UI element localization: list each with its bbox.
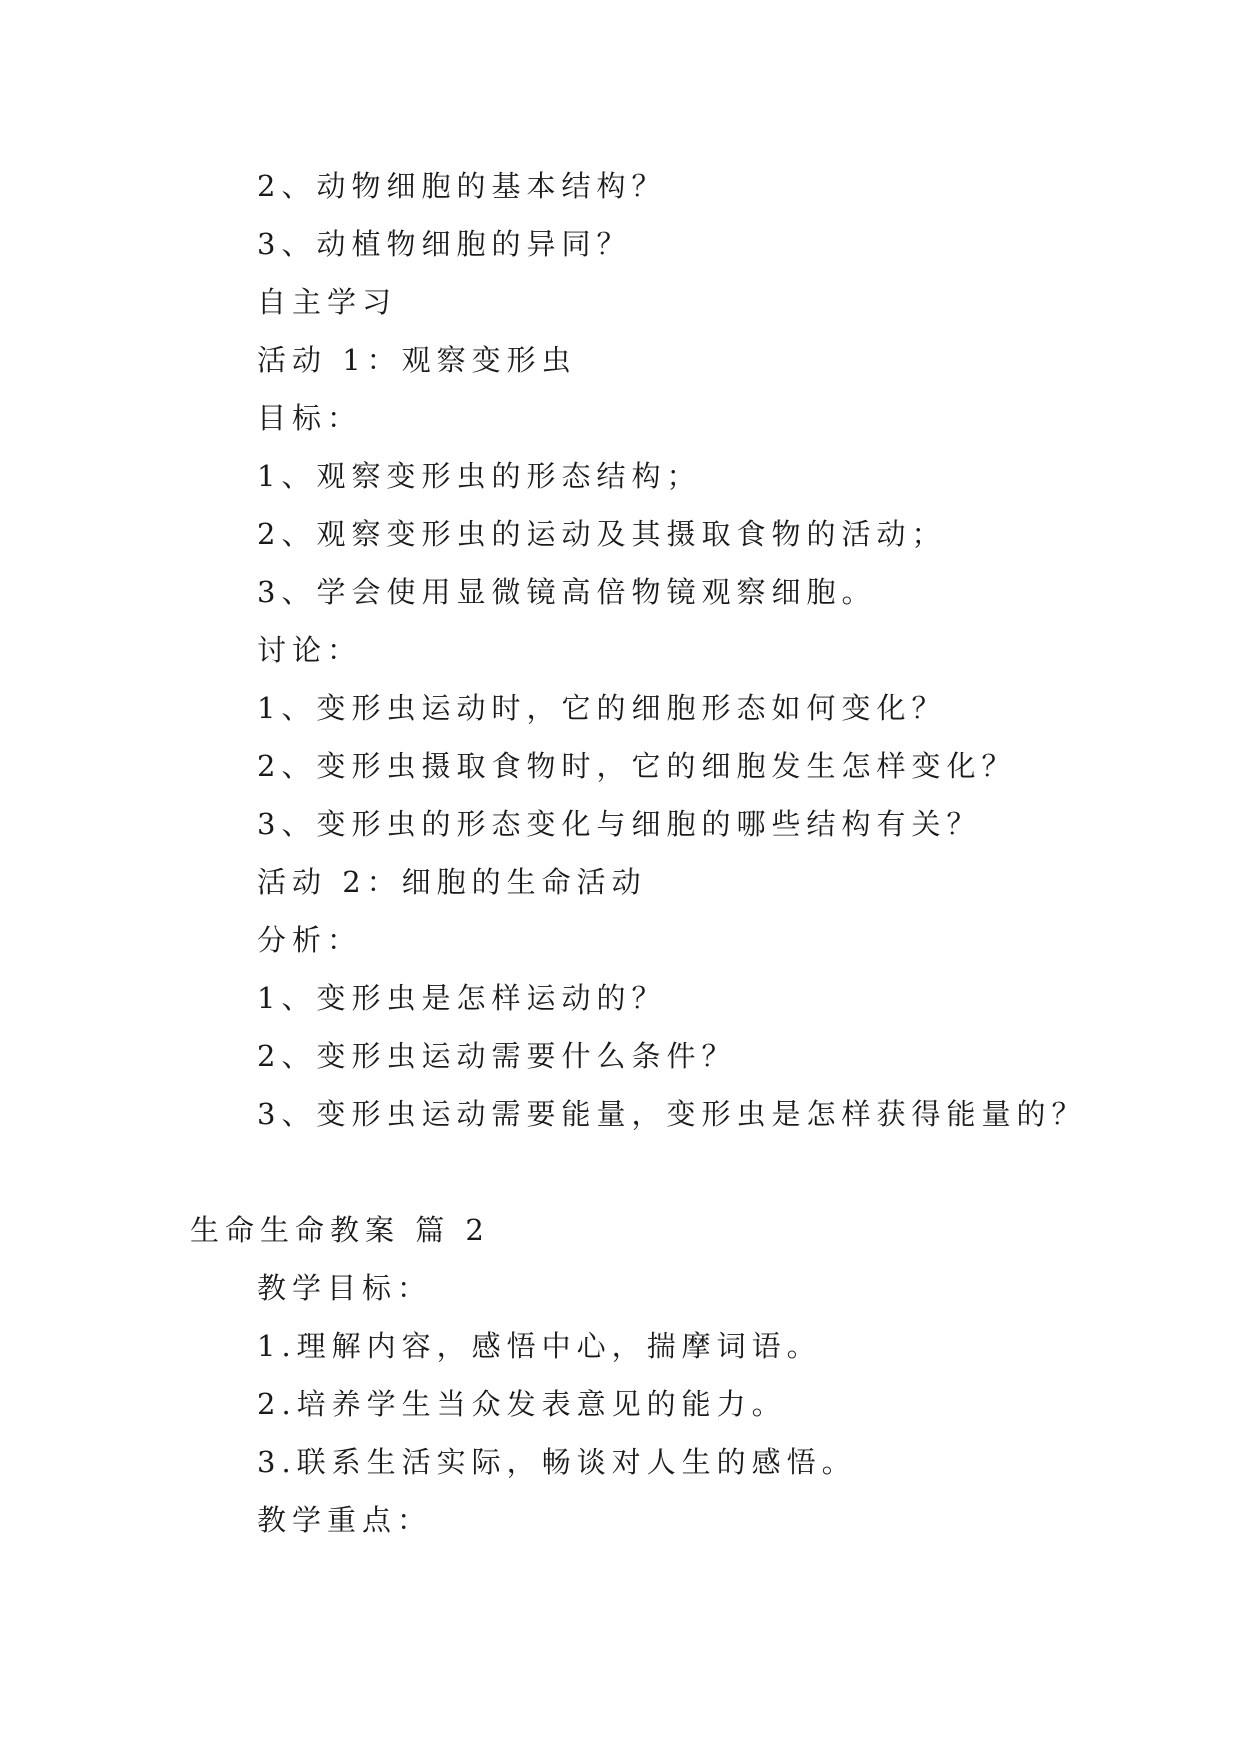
teaching-objective-1: 1.理解内容，感悟中心，揣摩词语。 <box>257 1329 822 1363</box>
question-cell-comparison: 3、动植物细胞的异同？ <box>257 227 632 261</box>
objectives-label: 目标： <box>257 401 363 435</box>
discussion-question-3: 3、变形虫的形态变化与细胞的哪些结构有关？ <box>257 807 982 841</box>
objective-2: 2、观察变形虫的运动及其摄取食物的活动； <box>257 517 947 551</box>
teaching-objectives-label: 教学目标： <box>257 1271 433 1305</box>
activity-1-title: 活动 1：观察变形虫 <box>257 343 577 377</box>
objective-3: 3、学会使用显微镜高倍物镜观察细胞。 <box>257 575 877 609</box>
heading-self-study: 自主学习 <box>257 285 398 319</box>
teaching-focus-label: 教学重点： <box>257 1503 433 1537</box>
discussion-question-1: 1、变形虫运动时，它的细胞形态如何变化？ <box>257 691 947 725</box>
teaching-objective-2: 2.培养学生当众发表意见的能力。 <box>257 1387 787 1421</box>
discussion-question-2: 2、变形虫摄取食物时，它的细胞发生怎样变化？ <box>257 749 1017 783</box>
objective-1: 1、观察变形虫的形态结构； <box>257 459 702 493</box>
activity-2-title: 活动 2：细胞的生命活动 <box>257 865 647 899</box>
analysis-question-1: 1、变形虫是怎样运动的？ <box>257 981 667 1015</box>
analysis-question-3: 3、变形虫运动需要能量，变形虫是怎样获得能量的？ <box>257 1097 1087 1131</box>
teaching-objective-3: 3.联系生活实际，畅谈对人生的感悟。 <box>257 1445 857 1479</box>
analysis-question-2: 2、变形虫运动需要什么条件？ <box>257 1039 737 1073</box>
question-animal-cell-structure: 2、动物细胞的基本结构？ <box>257 169 667 203</box>
discussion-label: 讨论： <box>257 633 363 667</box>
analysis-label: 分析： <box>257 923 363 957</box>
section-heading: 生命生命教案 篇 2 <box>190 1213 490 1247</box>
